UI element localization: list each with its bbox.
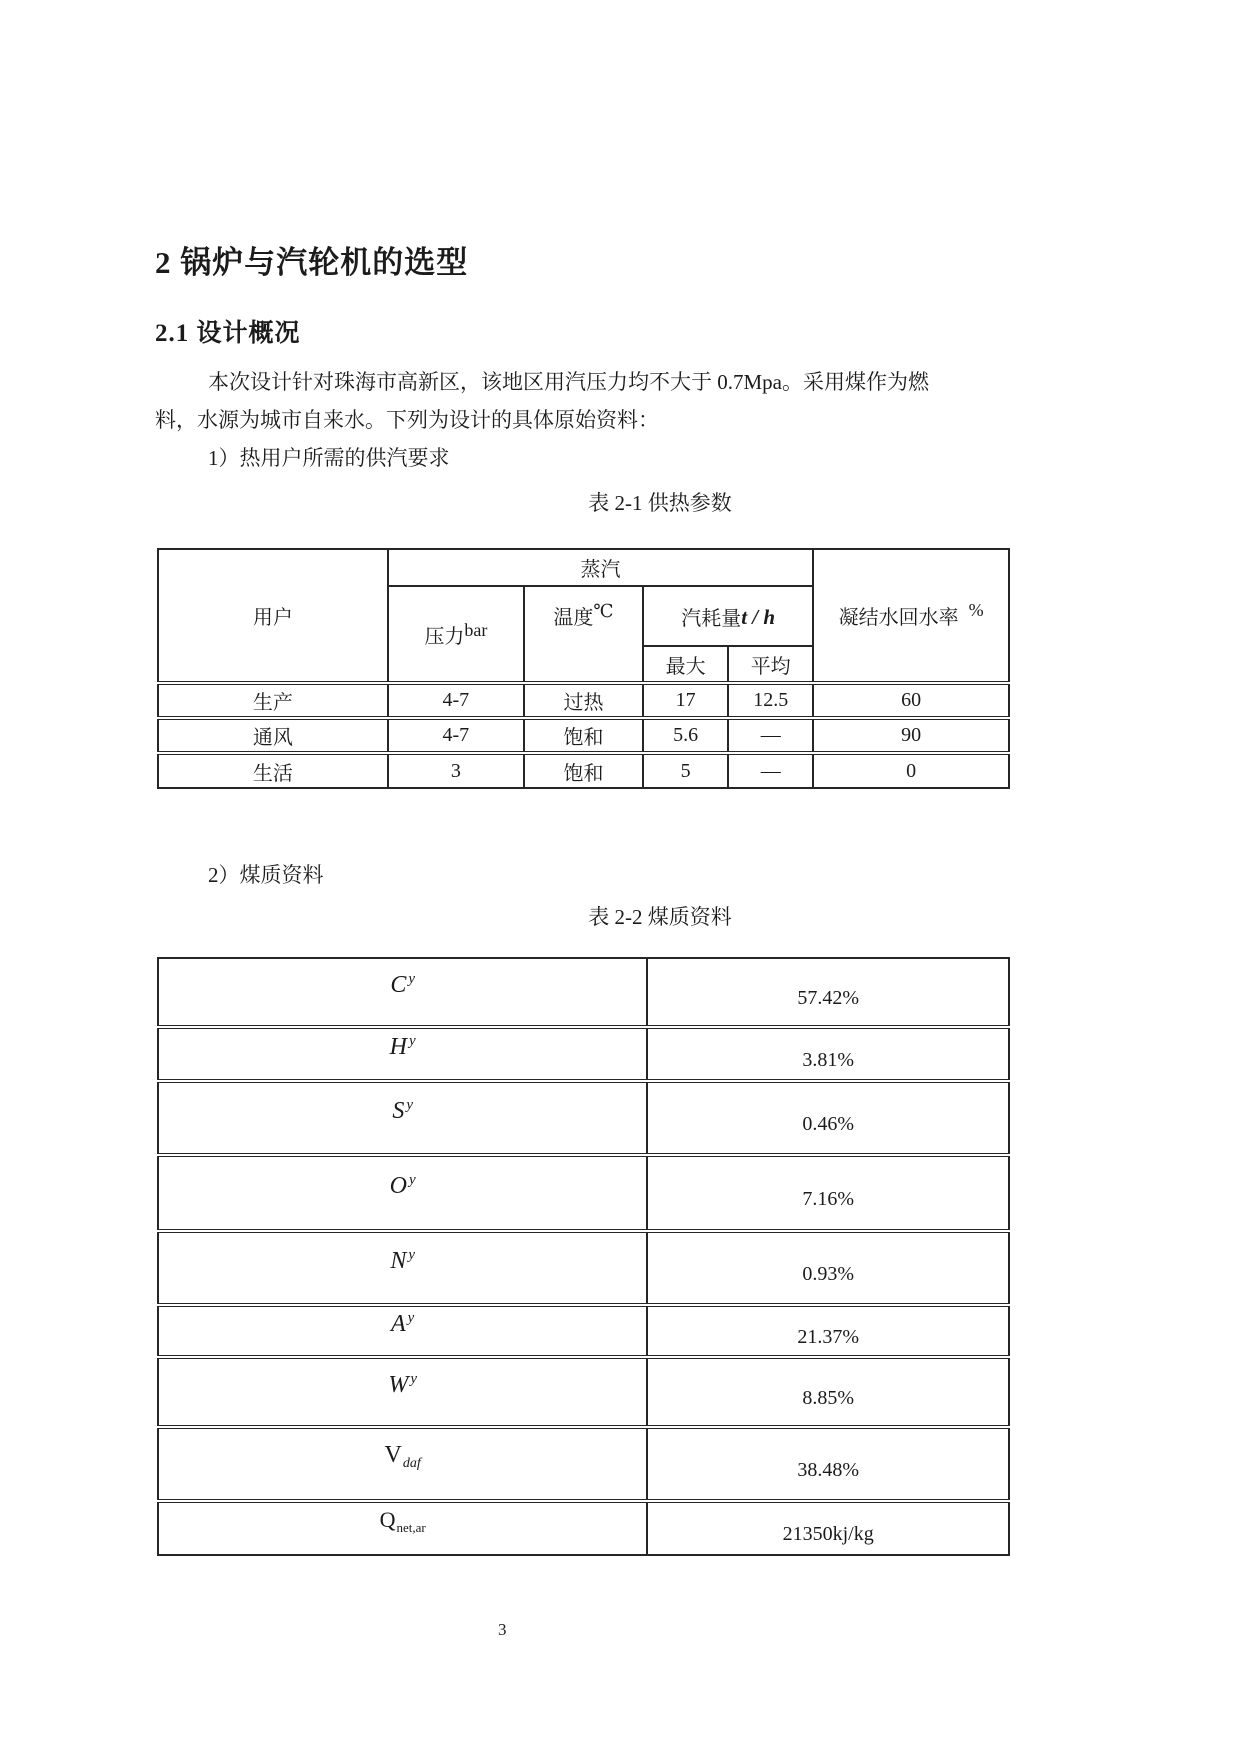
- paragraph-line-2: 料，水源为城市自来水。下列为设计的具体原始资料：: [155, 408, 659, 432]
- cell-symbol: C $^y$: [158, 958, 647, 1027]
- cell-symbol: N $^y$: [158, 1231, 647, 1305]
- cell-value: 7.16%: [647, 1155, 1009, 1231]
- cell-max: 5: [643, 753, 728, 788]
- bar-unit: bar: [464, 619, 488, 640]
- cell-value: 3.81%: [647, 1027, 1009, 1081]
- cell-value: 0.93%: [647, 1231, 1009, 1305]
- cell-max: 5.6: [643, 718, 728, 753]
- cell-temperature: 饱和: [524, 718, 643, 753]
- header-cell-max: 最大: [643, 646, 728, 683]
- cell-symbol: O $^y$: [158, 1155, 647, 1231]
- cell-pressure: 4-7: [388, 718, 524, 753]
- table-row-heating-value: [158, 1501, 1009, 1555]
- table-header-row: [158, 549, 1009, 586]
- cell-user: 通风: [158, 718, 388, 753]
- cell-condensate: 90: [813, 718, 1009, 753]
- paragraph-line-1: 本次设计针对珠海市高新区，该地区用汽压力均不大于 0.7Mpa。采用煤作为燃: [208, 370, 929, 394]
- percent-unit: %: [968, 600, 984, 620]
- cell-condensate: 60: [813, 683, 1009, 718]
- cell-value: 38.48%: [647, 1427, 1009, 1501]
- section-heading: 2.1 设计概况: [155, 320, 301, 347]
- table-row-hydrogen: [158, 1027, 1009, 1081]
- table-row-carbon: [158, 958, 1009, 1027]
- cell-symbol: $V_{daf}$: [158, 1427, 647, 1501]
- cell-avg: 12.5: [728, 683, 813, 718]
- table-row-living: [158, 753, 1009, 788]
- cell-symbol: W $^y$: [158, 1357, 647, 1427]
- coal-quality-table: [157, 957, 1010, 1556]
- header-cell-consumption: 汽耗量t / h: [643, 586, 813, 646]
- table-row-production: [158, 683, 1009, 718]
- cell-value: 21350kj/kg: [647, 1501, 1009, 1555]
- cell-user: 生活: [158, 753, 388, 788]
- header-cell-temperature: 温度℃: [524, 586, 643, 683]
- table-row-volatile: [158, 1427, 1009, 1501]
- cell-avg: —: [728, 718, 813, 753]
- cell-pressure: 4-7: [388, 683, 524, 718]
- table-2-2-caption: 表 2-2 煤质资料: [588, 905, 732, 929]
- table-row-nitrogen: [158, 1231, 1009, 1305]
- cell-value: 57.42%: [647, 958, 1009, 1027]
- cell-max: 17: [643, 683, 728, 718]
- header-cell-condensate: 凝结水回水率 %: [813, 549, 1009, 683]
- cell-condensate: 0: [813, 753, 1009, 788]
- cell-value: 21.37%: [647, 1305, 1009, 1357]
- cell-pressure: 3: [388, 753, 524, 788]
- cell-symbol: S $^y$: [158, 1081, 647, 1155]
- header-cell-steam: 蒸汽: [388, 549, 813, 586]
- table-row-oxygen: [158, 1155, 1009, 1231]
- heating-parameters-table: [157, 548, 1010, 789]
- cell-temperature: 过热: [524, 683, 643, 718]
- cell-user: 生产: [158, 683, 388, 718]
- cell-symbol: A $^y$: [158, 1305, 647, 1357]
- cell-temperature: 饱和: [524, 753, 643, 788]
- cell-symbol: $Q_{net,ar}$: [158, 1501, 647, 1555]
- list-item-steam-requirements: 1）热用户所需的供汽要求: [208, 446, 450, 470]
- table-2-1-caption: 表 2-1 供热参数: [588, 491, 732, 515]
- page-title: 2 锅炉与汽轮机的选型: [155, 245, 469, 280]
- celsius-unit: ℃: [593, 601, 614, 621]
- cell-avg: —: [728, 753, 813, 788]
- table-row-moisture: [158, 1357, 1009, 1427]
- header-cell-user: 用户: [158, 549, 388, 683]
- table-row-sulfur: [158, 1081, 1009, 1155]
- header-cell-pressure: 压力bar: [388, 586, 524, 683]
- table-row-ventilation: [158, 718, 1009, 753]
- t-per-h-unit: t / h: [741, 604, 776, 629]
- page-number: 3: [498, 1620, 507, 1639]
- cell-symbol: H $^y$: [158, 1027, 647, 1081]
- list-item-coal-data: 2）煤质资料: [208, 863, 324, 887]
- header-cell-avg: 平均: [728, 646, 813, 683]
- cell-value: 0.46%: [647, 1081, 1009, 1155]
- cell-value: 8.85%: [647, 1357, 1009, 1427]
- table-row-ash: [158, 1305, 1009, 1357]
